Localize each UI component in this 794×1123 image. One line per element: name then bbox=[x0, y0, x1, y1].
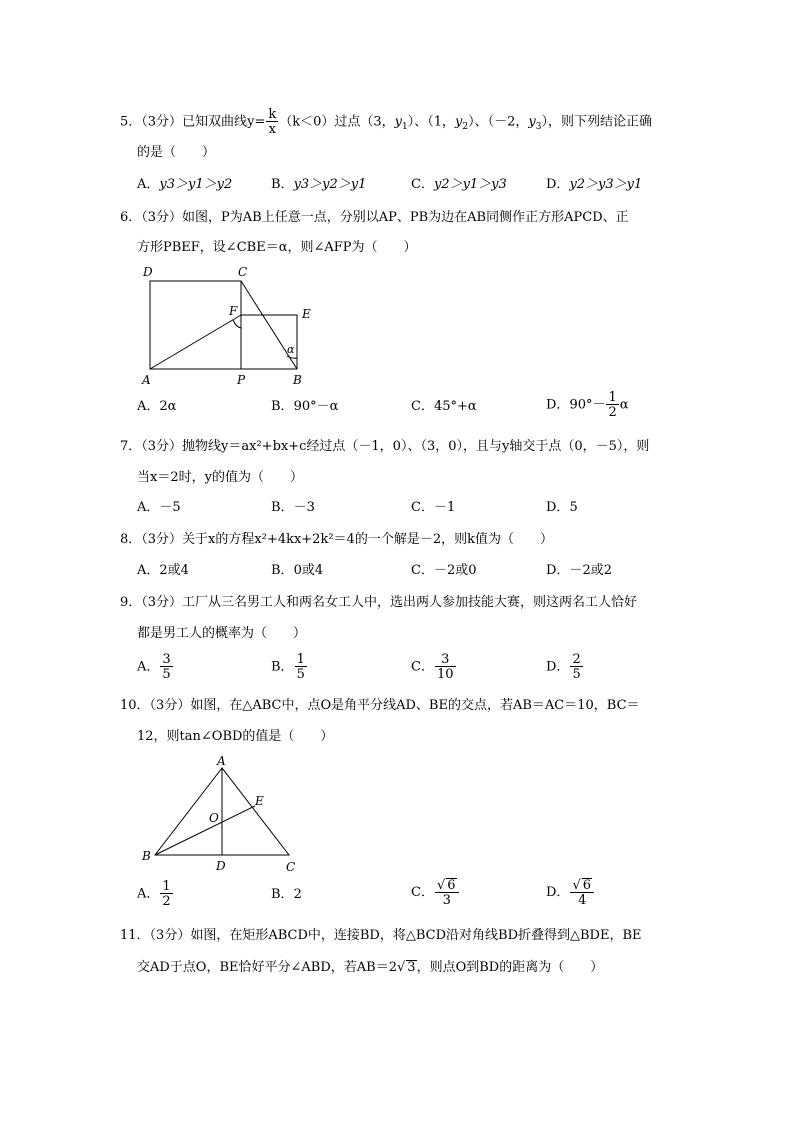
q7-option-b[interactable]: B．－3 bbox=[271, 500, 315, 515]
q6-line1: 6．（3分）如图，P为AB上任意一点，分别以AP、PB为边在AB同侧作正方形APCD、正 bbox=[120, 210, 629, 225]
q5-fraction: $\frac{k}{x}$ bbox=[268, 107, 277, 137]
q10-option-a-fraction: $\frac{1}{2}$ bbox=[162, 879, 171, 909]
q6-option-a[interactable]: A．2α bbox=[137, 399, 177, 414]
q9-option-c[interactable]: C． $\frac{3}{10}$ bbox=[411, 652, 454, 682]
q9-option-a[interactable]: A． $\frac{3}{5}$ bbox=[137, 652, 171, 682]
q9-option-b[interactable]: B． $\frac{1}{5}$ bbox=[271, 652, 305, 682]
q6-label-f: F bbox=[229, 304, 238, 318]
q8-option-a[interactable]: A．2或4 bbox=[137, 563, 189, 578]
q6-line2: 方形PBEF，设∠CBE＝α，则∠AFP为（ ） bbox=[137, 240, 417, 255]
q10-option-d[interactable]: D． $\frac{√ 6}{4}$ bbox=[546, 878, 595, 907]
q10-label-b: B bbox=[142, 849, 151, 863]
q9-option-c-fraction: $\frac{3}{10}$ bbox=[436, 652, 454, 682]
q5-number: 5．（3分） bbox=[120, 114, 183, 130]
q10-option-c[interactable]: C． $\frac{√ 6}{3}$ bbox=[411, 878, 460, 907]
q10-option-d-fraction: $\frac{√ 6}{4}$ bbox=[570, 878, 594, 907]
q6-label-d: D bbox=[143, 265, 153, 279]
q6-option-d[interactable]: D．90°－ $\frac{1}{2}$ α bbox=[546, 390, 629, 420]
q7-number: 7．（3分） bbox=[120, 439, 183, 454]
q10-label-e: E bbox=[255, 794, 264, 808]
q10-label-d: D bbox=[216, 859, 226, 873]
q9-option-b-fraction: $\frac{1}{5}$ bbox=[296, 652, 305, 682]
q10-option-b[interactable]: B．2 bbox=[271, 887, 302, 902]
q10-number: 10．（3分） bbox=[120, 698, 191, 713]
q5-option-c[interactable]: C．y2＞y1＞y3 bbox=[411, 177, 507, 192]
q6-label-c: C bbox=[238, 265, 248, 279]
q6-label-b: B bbox=[293, 373, 302, 387]
q5-formula-y: y= bbox=[247, 114, 266, 130]
q5-text-mid: 过点（3， bbox=[334, 114, 395, 130]
q6-label-a: A bbox=[142, 373, 151, 387]
q9-number: 9．（3分） bbox=[120, 595, 183, 610]
q10-label-a: A bbox=[217, 754, 226, 768]
q5-line2: 的是（ ） bbox=[137, 145, 216, 160]
q10-line1: 10．（3分）如图，在△ABC中，点O是角平分线AD、BE的交点，若AB＝AC＝10，BC＝ bbox=[120, 698, 640, 713]
q10-option-a[interactable]: A． $\frac{1}{2}$ bbox=[137, 879, 171, 909]
q10-option-c-fraction: $\frac{√ 6}{3}$ bbox=[435, 878, 459, 907]
q9-line2: 都是男工人的概率为（ ） bbox=[137, 626, 307, 641]
q5-text: 已知双曲线 bbox=[182, 114, 248, 130]
q11-number: 11．（3分） bbox=[120, 928, 191, 943]
q10-label-c: C bbox=[286, 860, 296, 874]
q9-line1: 9．（3分）工厂从三名男工人和两名女工人中，选出两人参加技能大赛，则这两名工人恰好 bbox=[120, 595, 638, 610]
q10-segment-be bbox=[155, 806, 255, 855]
q6-option-d-fraction: $\frac{1}{2}$ bbox=[608, 390, 617, 420]
q6-label-alpha: α bbox=[287, 343, 295, 356]
q11-line1: 11．（3分）如图，在矩形ABCD中，连接BD，将△BCD沿对角线BD折叠得到△BDE，BE bbox=[120, 928, 642, 943]
q5-option-d[interactable]: D．y2＞y3＞y1 bbox=[546, 177, 643, 192]
q6-label-e: E bbox=[302, 307, 311, 321]
q7-line2: 当x＝2时，y的值为（ ） bbox=[137, 470, 303, 485]
q10-line2: 12，则tan∠OBD的值是（ ） bbox=[137, 729, 334, 744]
q10-label-o: O bbox=[209, 811, 219, 825]
q7-option-d[interactable]: D．5 bbox=[546, 500, 578, 515]
q5-condition: （k＜0） bbox=[279, 114, 335, 130]
q6-label-p: P bbox=[237, 373, 246, 387]
q11-line2: 交AD于点O，BE恰好平分∠ABD，若AB＝2√ 3，则点O到BD的距离为（ ） bbox=[137, 960, 604, 975]
q9-option-a-fraction: $\frac{3}{5}$ bbox=[162, 652, 171, 682]
q5-line1: 5．（3分）已知双曲线y= $\frac{k}{x}$ （k＜0）过点（3，$y_1$）、（1，$y_2$）、（－2，$y_3$），则下列结论正确 bbox=[120, 107, 652, 137]
q6-option-c[interactable]: C．45°+α bbox=[411, 399, 477, 414]
sqrt-symbol: √ bbox=[396, 960, 406, 975]
q7-option-a[interactable]: A．－5 bbox=[137, 500, 181, 515]
q6-option-b[interactable]: B．90°－α bbox=[271, 399, 339, 414]
q5-option-a[interactable]: A．y3＞y1＞y2 bbox=[137, 177, 233, 192]
q8-line1: 8．（3分）关于x的方程x²+4kx+2k²＝4的一个解是－2，则k值为（ ） bbox=[120, 532, 553, 547]
q6-number: 6．（3分） bbox=[120, 210, 183, 225]
q9-option-d[interactable]: D． $\frac{2}{5}$ bbox=[546, 652, 581, 682]
q8-option-d[interactable]: D．－2或2 bbox=[546, 563, 612, 578]
q8-number: 8．（3分） bbox=[120, 532, 183, 547]
q8-option-c[interactable]: C．－2或0 bbox=[411, 563, 477, 578]
q7-line1: 7．（3分）抛物线y＝ax²+bx+c经过点（－1，0）、（3，0），且与y轴交于点（0，－5），则 bbox=[120, 439, 650, 454]
q5-option-b[interactable]: B．y3＞y2＞y1 bbox=[271, 177, 367, 192]
q7-option-c[interactable]: C．－1 bbox=[411, 500, 456, 515]
q9-option-d-fraction: $\frac{2}{5}$ bbox=[572, 652, 581, 682]
q8-option-b[interactable]: B．0或4 bbox=[271, 563, 324, 578]
